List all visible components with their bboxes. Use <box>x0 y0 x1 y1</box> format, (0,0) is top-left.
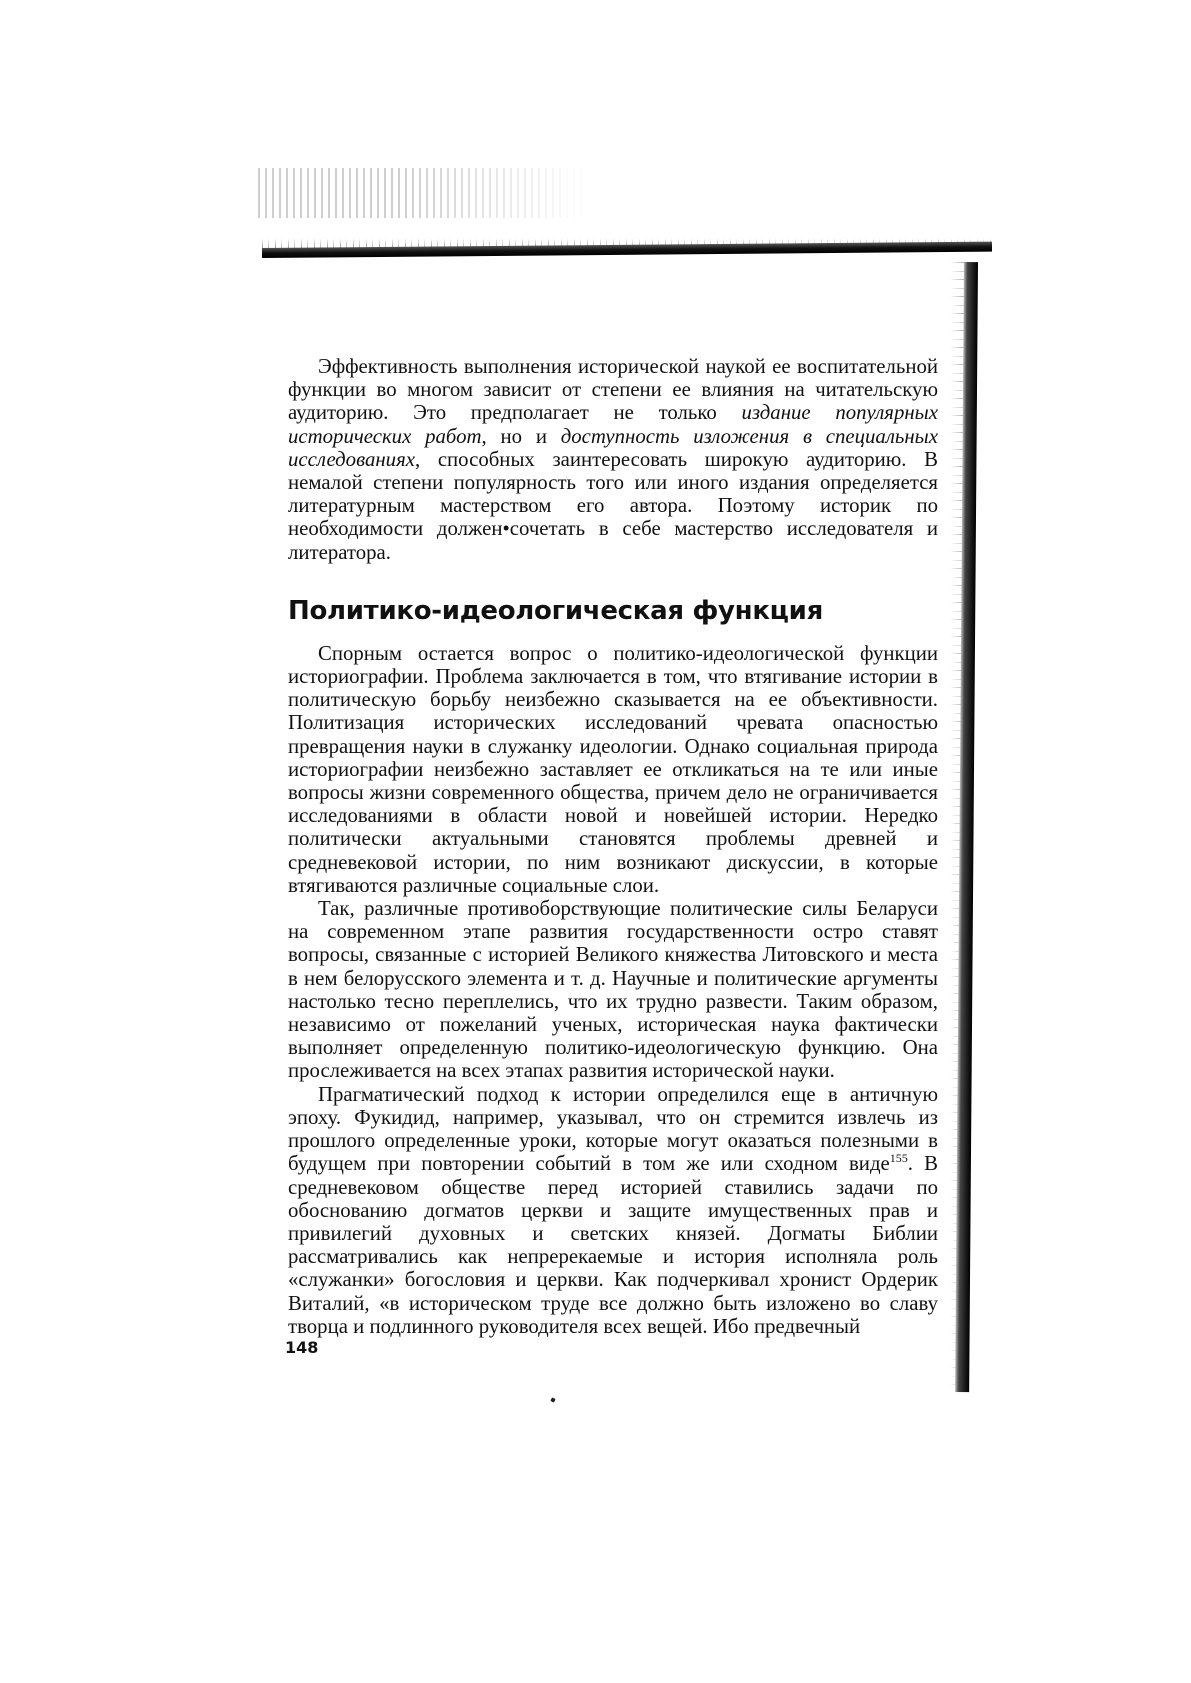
footnote-reference: 155 <box>889 1151 908 1166</box>
paragraph-political-function: Спорным остается вопрос о политико-идеологической функции историографии. Проблема заключается в том, что втягивание истории в политическую борьбу неизбежно сказывается на ее объективности. Политизация исторических исследований чревата опасностью превращения науки в служанку идеологии. Однако социальная природа историографии неизбежно заставляет ее откликаться на те или иные вопросы жизни современного общества, причем дело не ограничивается исследованиями в области новой и новейшей истории. Нередко политически актуальными становятся проблемы древней и средневековой истории, по ним возникают дискуссии, в которые втягиваются различные социальные слои. <box>288 641 938 897</box>
paragraph-1-text-b: , но и <box>481 424 561 448</box>
page-body <box>288 355 938 1338</box>
paragraph-4-text-a: Прагматический подход к истории определился еще в античную эпоху. Фукидид, например, указывал, что он стремится извлечь из прошлого определенные уроки, которые могут оказаться полезными в будущем при повторении событий в том же или сходном виде <box>288 1082 938 1176</box>
paragraph-1-emphasis-b: доступность изложения в специальных исследованиях <box>288 424 938 471</box>
paragraph-pragmatic-approach <box>288 1083 938 1338</box>
paragraph-belarus-example: Так, различные противоборствующие политические силы Беларуси на современном этапе развития государственности остро ставят вопросы, связанные с историей Великого княжества Литовского и места в нем белорусского элемента и т. д. Научные и политические аргументы настолько тесно переплелись, что их трудно развести. Таким образом, независимо от пожеланий ученых, историческая наука фактически выполняет определенную политико-идеологическую функцию. Она прослеживается на всех этапах развития исторической науки. <box>288 897 938 1083</box>
scan-bleed-through-mark <box>258 168 588 218</box>
paragraph-upbringing-function <box>288 355 938 564</box>
paragraph-1-text-c: , способных заинтересовать широкую аудиторию. В немалой степени популярность того или иного издания определяется литературным мастерством его автора. Поэтому историк по необходимости должен•сочетать в себе мастерство исследователя и литератора. <box>288 447 938 564</box>
paragraph-1-text-a: Эффективность выполнения исторической наукой ее воспитательной функции во многом зависит от степени ее влияния на читательскую аудиторию. Это предполагает не только <box>288 355 938 425</box>
paragraph-1-emphasis-a: издание популярных исторических работ <box>288 401 938 448</box>
page-number: 148 <box>285 1338 319 1357</box>
section-heading: Политико-идеологическая функция <box>288 595 823 626</box>
paragraph-4-text-b: . В средневековом обществе перед историей ставились задачи по обоснованию догматов церкви и защите имущественных прав и привилегий духовных и светских князей. Догматы Библии рассматривались как непререкаемые и история исполняла роль «служанки» богословия и церкви. Как подчеркивал хронист Ордерик Виталий, «в историческом труде все должно быть изложено во славу творца и подлинного руководителя всех вещей. Ибо предвечный <box>288 1152 939 1338</box>
scan-dust-speck <box>550 1397 555 1402</box>
